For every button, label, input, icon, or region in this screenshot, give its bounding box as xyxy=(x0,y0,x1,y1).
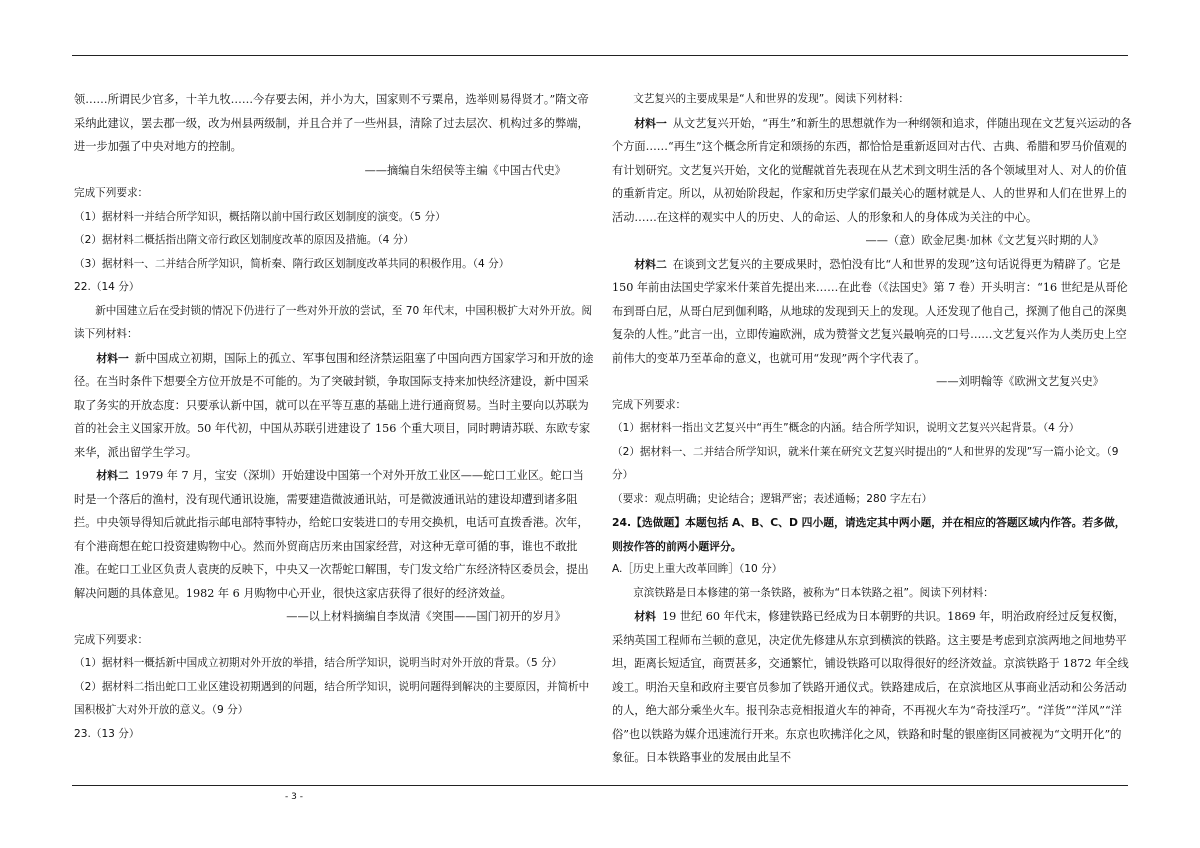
question-item: （2）据材料一、二并结合所学知识，就米什莱在研究文艺复兴时提出的“人和世界的发现”写一篇小论文。（9 分） xyxy=(612,445,1119,481)
material-paragraph xyxy=(612,112,1132,230)
material-label: 材料 xyxy=(634,610,656,623)
question-heading: 22.（14 分） xyxy=(74,281,140,293)
source-citation: ——以上材料摘编自李岚清《突围——国门初开的岁月》 xyxy=(286,610,566,623)
question-intro: 新中国建立后在受封锁的情况下仍进行了一些对外开放的尝试，至 70 年代末，中国积极扩大对外开放。阅读下列材料： xyxy=(74,304,593,340)
paragraph: 领……所谓民少官多，十羊九牧……今存要去闲，并小为大，国家则不亏粟帛，选举则易得贤才。”隋文帝采纳此建议，罢去郡一级，改为州县两级制，并且合并了一些州县，清除了过去层次、机构过多的弊端，进一步加强了中央对地方的控制。 xyxy=(74,93,589,153)
question-item: （2）据材料二概括指出隋文帝行政区划制度改革的原因及措施。（4 分） xyxy=(74,234,414,246)
material-paragraph xyxy=(612,253,1132,371)
question-heading: 24.【选做题】本题包括 A、B、C、D 四小题，请选定其中两小题，并在相应的答题区域内作答。若多做，则按作答的前两小题评分。 xyxy=(612,516,1126,553)
question-requirement: （要求：观点明确；史论结合；逻辑严密；表述通畅；280 字左右） xyxy=(612,492,933,505)
question-item: （1）据材料一并结合所学知识，概括隋以前中国行政区划制度的演变。（5 分） xyxy=(74,210,446,223)
material-paragraph xyxy=(74,347,594,465)
material-label: 材料一 xyxy=(634,116,667,130)
material-label: 材料一 xyxy=(96,351,129,365)
requirements-title: 完成下列要求： xyxy=(74,633,149,646)
question-intro: 文艺复兴的主要成果是“人和世界的发现”。阅读下列材料： xyxy=(633,93,910,105)
material-text: 从文艺复兴开始，“再生”和新生的思想就作为一种纲领和追求，伴随出现在文艺复兴运动的各个方面……“再生”这个概念所肯定和颂扬的东西，都恰恰是重新返回对古代、古典、希腊和罗马价值观的有计划研究。文艺复兴开始，文化的觉醒就首先表现在从艺术到文明生活的各个领域里对人、对人的价值的重新肯定。所以，从初始阶段起，作家和历史学家们最关心的题材就是人、人的世界和人们在世界上的活动……在这样的观实中人的历史、人的命运、人的形象和人的身体成为关注的中心。 xyxy=(612,116,1132,224)
requirements-title: 完成下列要求： xyxy=(612,398,687,411)
source-citation: ——（意）欧金尼奥·加林《文艺复兴时期的人》 xyxy=(865,234,1104,247)
question-item: （1）据材料一概括新中国成立初期对外开放的举措，结合所学知识，说明当时对外开放的背景。（5 分） xyxy=(74,657,563,669)
material-paragraph xyxy=(74,464,594,605)
bottom-rule xyxy=(72,785,1128,786)
material-label: 材料二 xyxy=(634,257,667,271)
material-text: 1979 年 7 月，宝安（深圳）开始建设中国第一个对外开放工业区——蛇口工业区。蛇口当时是一个落后的渔村，没有现代通讯设施，需要建造微波通讯站，可是微波通讯站的建设却遭到诸多阻拦。中央领导得知后就此指示邮电部特事特办，给蛇口安装进口的专用交换机，电话可直拨香港。次年，有个港商想在蛇口投资建购物中心。然而外贸商店历来由国家经营，对这种无章可循的事，谁也不敢批准。在蛇口工业区负责人袁庚的反映下，中央又一次帮蛇口解围，专门发文给广东经济特区委员会，提出解决问题的具体意见。1982 年 6 月购物中心开业，很快这家店获得了很好的经济效益。 xyxy=(74,469,589,600)
requirements-title: 完成下列要求： xyxy=(74,187,149,199)
material-label: 材料二 xyxy=(96,469,129,482)
question-heading: 23.（13 分） xyxy=(74,727,140,740)
question-item: （1）据材料一指出文艺复兴中“再生”概念的内涵。结合所学知识，说明文艺复兴兴起背景。（4 分） xyxy=(612,422,1080,434)
question-item: （3）据材料一、二并结合所学知识，简析秦、隋行政区划制度改革共同的积极作用。（4 分） xyxy=(74,257,510,270)
material-text: 在谈到文艺复兴的主要成果时，恐怕没有比“人和世界的发现”这句话说得更为精辟了。它是 150 年前由法国史学家米什莱首先提出来……在此卷（《法国史》第 7 卷）开头明言：“16 世纪是从哥伦布到哥白尼，从哥白尼到伽利略，从地球的发现到天上的发现。人还发现了他自己，探测了他自己的深奥复杂的人性。”此言一出，立即传遍欧洲，成为赞誉文艺复兴最响亮的口号……文艺复兴作为人类历史上空前伟大的变革乃至革命的意义，也就可用“发现”两个字代表了。 xyxy=(612,257,1128,365)
material-paragraph xyxy=(612,605,1132,770)
left-column xyxy=(74,88,594,746)
section-heading: A.［历史上重大改革回眸］（10 分） xyxy=(612,563,783,575)
material-text: 19 世纪 60 年代末，修建铁路已经成为日本朝野的共识。1869 年，明治政府经过反复权衡，采纳英国工程师布兰顿的意见，决定优先修建从东京到横滨的铁路。这主要是考虑到京滨两地之间地势平坦，距离长短适宜，商贾甚多，交通繁忙，铺设铁路可以取得很好的经济效益。京滨铁路于 1872 年全线竣工。明治天皇和政府主要官员参加了铁路开通仪式。铁路建成后，在京滨地区从事商业活动和公务活动的人，绝大部分乘坐火车。报刊杂志竞相报道火车的神奇，不再视火车为“奇技淫巧”。“洋货”“洋风”“洋俗”也以铁路为媒介迅速流行开来。东京也吹拂洋化之风，铁路和时髦的银座街区同被视为“文明开化”的象征。日本铁路事业的发展由此呈不 xyxy=(612,610,1129,764)
page-number: - 3 - xyxy=(285,792,303,802)
source-citation: ——刘明翰等《欧洲文艺复兴史》 xyxy=(936,375,1104,388)
material-text: 新中国成立初期，国际上的孤立、军事包围和经济禁运阻塞了中国向西方国家学习和开放的途径。在当时条件下想要全方位开放是不可能的。为了突破封锁，争取国际支持来加快经济建设，新中国采取了务实的开放态度：只要承认新中国，就可以在平等互惠的基础上进行通商贸易。当时主要向以苏联为首的社会主义国家开放。50 年代初，中国从苏联引进建设了 156 个重大项目，同时聘请苏联、东欧专家来华，派出留学生学习。 xyxy=(74,351,594,459)
source-citation: ——摘编自朱绍侯等主编《中国古代史》 xyxy=(364,163,566,177)
question-item: （2）据材料二指出蛇口工业区建设初期遇到的问题，结合所学知识，说明问题得到解决的主要原因，并简析中国积极扩大对外开放的意义。（9 分） xyxy=(74,680,590,716)
right-column xyxy=(612,88,1132,770)
top-rule xyxy=(72,55,1128,56)
question-intro: 京滨铁路是日本修建的第一条铁路，被称为“日本铁路之祖”。阅读下列材料： xyxy=(633,586,994,599)
